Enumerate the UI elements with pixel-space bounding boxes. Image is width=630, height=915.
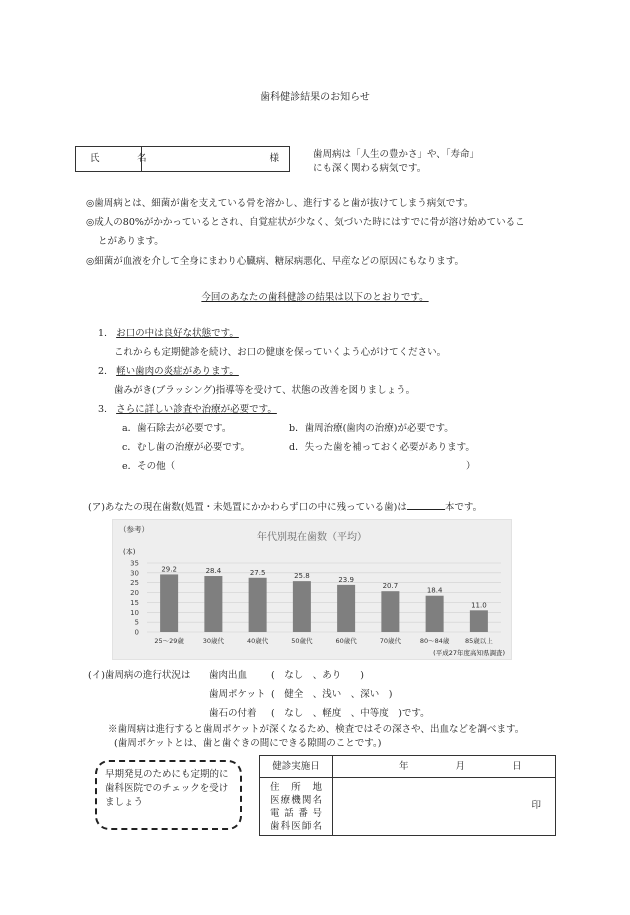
teeth-count-unit: 本です。 [444, 502, 483, 513]
result-heading: 今回のあなたの歯科健診の結果は以下のとおりです。 [201, 292, 429, 303]
chart-data-label: 11.0 [471, 601, 487, 610]
name-label: 氏 名 [76, 147, 142, 171]
chart-bar [204, 576, 222, 632]
chart-data-label: 20.7 [382, 582, 399, 591]
intro-line: ◎歯周病とは、細菌が歯を支えている骨を溶かし、進行すると歯が抜けてしまう病気です。 [86, 198, 474, 209]
chart-svg [113, 520, 511, 659]
chart-xtick-label: 85歳以上 [464, 637, 493, 645]
chart-bar [337, 585, 355, 632]
sub-item-a: a．歯石除去が必要です。 [122, 423, 232, 434]
result-item-3 [98, 404, 277, 416]
result-number: 2. [98, 366, 108, 377]
chart-bar [160, 574, 178, 632]
chart-bar [470, 610, 488, 632]
chart-xtick-label: 60歳代 [335, 637, 357, 645]
side-note-line: 歯周病は「人生の豊かさ」や、「寿命」 [313, 149, 480, 160]
name-field[interactable] [75, 146, 290, 172]
chart-ylabel: (本) [123, 548, 136, 556]
chart-xtick-label: 70歳代 [379, 637, 402, 645]
sub-item-b: b．歯周治療(歯肉の治療)が必要です。 [289, 423, 454, 434]
intro-line: とがあります。 [98, 236, 164, 247]
chart-ytick-label: 10 [130, 608, 139, 617]
progress-options-bleeding[interactable]: ( なし 、あり ) [271, 670, 364, 681]
dentist-label: 歯科医師名 [270, 820, 322, 832]
sub-item-d: d．失った歯を補っておく必要があります。 [289, 442, 475, 453]
chart-bar [293, 581, 311, 632]
chart-xtick-label: 25～29歳 [154, 637, 184, 645]
result-item-1 [98, 328, 239, 340]
exam-info-value[interactable] [333, 778, 556, 836]
progress-options-tartar[interactable]: ( なし 、軽度 、中等度 )です。 [271, 708, 430, 719]
chart-ytick-label: 15 [130, 598, 139, 607]
exam-date-value[interactable] [333, 756, 556, 778]
chart-data-label: 28.4 [205, 567, 222, 576]
sub-item-c: c．むし歯の治療が必要です。 [122, 442, 251, 453]
teeth-count-blank[interactable] [407, 499, 445, 510]
intro-line: ◎細菌が血液を介して全身にまわり心臓病、糖尿病悪化、早産などの原因にもなります。 [86, 256, 465, 267]
chart-data-label: 18.4 [426, 586, 443, 595]
address-label: 住所地 [270, 781, 322, 793]
chart-ytick-label: 25 [130, 579, 139, 588]
side-note-line: にも深く関わる病気です。 [313, 163, 427, 174]
exam-info-table [259, 755, 556, 836]
result-detail: 歯みがき(ブラッシング)指導等を受けて、状態の改善を図りましょう。 [114, 385, 416, 396]
progress-item-pocket: 歯周ポケット [209, 689, 266, 700]
chart-xtick-label: 30歳代 [202, 637, 225, 645]
sub-item-e-close: ） [466, 461, 476, 472]
chart-data-label: 25.8 [294, 572, 310, 581]
exam-date-day: 日 [512, 760, 522, 772]
chart-data-label: 23.9 [338, 575, 354, 584]
result-number: 3. [98, 404, 108, 415]
teeth-count-line [88, 499, 482, 514]
progress-item-tartar: 歯石の付着 [209, 708, 257, 719]
exam-date-month: 月 [455, 760, 466, 772]
chart-data-label: 27.5 [249, 568, 266, 577]
intro-line: ◎成人の80%がかかっているとされ、自覚症状が少なく、気づいた時にはすでに骨が溶け始めているこ [86, 217, 525, 228]
name-suffix: 様 [269, 153, 279, 164]
teeth-count-text: (ア)あなたの現在歯数(処置・未処置にかかわらず口の中に残っている歯)は [88, 502, 407, 513]
result-number: 1. [98, 328, 108, 339]
result-item-2 [98, 366, 239, 378]
exam-date-label: 健診実施日 [260, 756, 333, 778]
result-label: お口の中は良好な状態です。 [116, 328, 239, 339]
chart-xtick-label: 40歳代 [246, 637, 269, 645]
footnote-line: ※歯周病は進行すると歯周ポケットが深くなるため、検査ではその深さや、出血などを調べます。 [108, 724, 525, 735]
chart-ytick-label: 35 [130, 559, 139, 568]
result-label: 軽い歯肉の炎症があります。 [116, 366, 239, 377]
chart-caption: （参考） [119, 525, 149, 534]
progress-item-bleeding: 歯肉出血 [209, 670, 248, 681]
chart-source: (平成27年度高知県調査) [433, 649, 505, 657]
reminder-box: 早期発見のためにも定期的に歯科医院でのチェックを受けましょう [95, 760, 242, 830]
page-title: 歯科健診結果のお知らせ [260, 92, 370, 103]
teeth-chart [112, 519, 512, 660]
side-note [313, 148, 479, 176]
chart-bar [249, 578, 267, 632]
footnote-line: (歯周ポケットとは、歯と歯ぐきの間にできる隙間のことです。) [114, 738, 382, 749]
chart-data-label: 29.2 [161, 565, 177, 574]
chart-ytick-label: 30 [130, 569, 139, 578]
chart-ytick-label: 20 [130, 589, 139, 598]
chart-bar [381, 591, 399, 632]
result-label: さらに詳しい診査や治療が必要です。 [116, 404, 277, 415]
chart-xtick-label: 80～84歳 [419, 637, 450, 645]
phone-label: 電話番号 [270, 807, 322, 819]
progress-label: (イ)歯周病の進行状況は [88, 670, 191, 681]
seal-mark: 印 [531, 800, 541, 811]
institution-label: 医療機関名 [270, 794, 322, 806]
chart-xtick-label: 50歳代 [291, 637, 313, 645]
chart-ytick-label: 5 [134, 618, 139, 627]
sub-item-e: e．その他（ [122, 461, 176, 472]
exam-info-labels [260, 778, 333, 836]
progress-options-pocket[interactable]: ( 健全 、浅い 、深い ) [271, 689, 393, 700]
chart-title: 年代別現在歯数（平均） [257, 532, 367, 543]
exam-date-year: 年 [399, 760, 409, 772]
chart-ytick-label: 0 [134, 628, 139, 637]
result-detail: これからも定期健診を続け、お口の健康を保っていくよう心がけてください。 [114, 347, 447, 358]
chart-bar [426, 596, 444, 632]
